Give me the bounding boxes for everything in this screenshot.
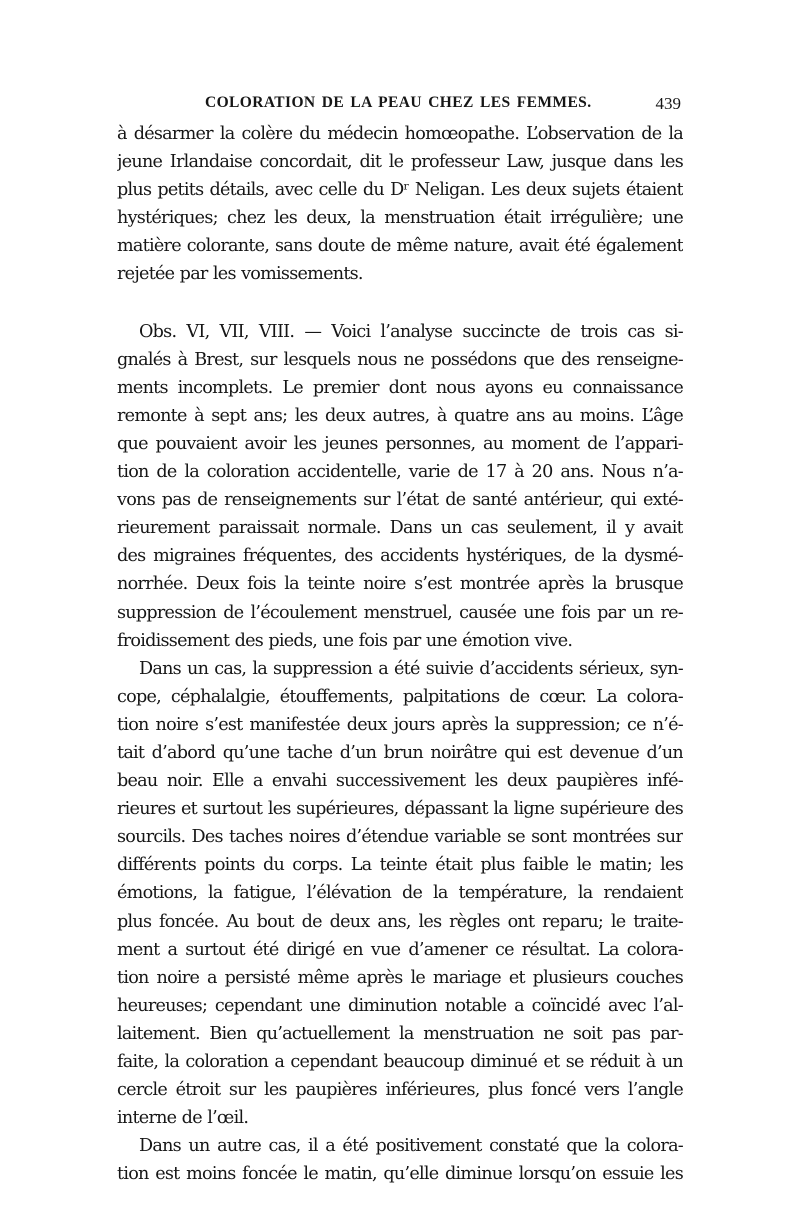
- paragraph-law-neligan: [117, 120, 683, 289]
- text-line: sourcils. Des taches noires d’étendue variable se sont montrées sur: [117, 827, 683, 848]
- text-line: à désarmer la colère du médecin homœopathe. L’observation de la: [117, 124, 683, 144]
- text-line: cope, céphalalgie, étouffements, palpitations de cœur. La colora-: [117, 686, 683, 707]
- text-line: heureuses; cependant une diminution notable a coïncidé avec l’al-: [117, 995, 683, 1016]
- text-line: jeune Irlandaise concordait, dit le professeur Law, jusque dans les: [117, 152, 683, 173]
- text-line: Obs. VI, VII, VIII. — Voici l’analyse succincte de trois cas si-: [139, 321, 683, 342]
- paragraph-obs-vi-vii-viii: [117, 318, 683, 655]
- text-line: émotions, la fatigue, l’élévation de la température, la rendaient: [117, 883, 683, 904]
- text-line: Dans un cas, la suppression a été suivie d’accidents sérieux, syn-: [139, 658, 683, 679]
- text-line: que pouvaient avoir les jeunes personnes, au moment de l’appari-: [117, 433, 683, 454]
- text-line: ments incomplets. Le premier dont nous ayons eu connaissance: [117, 377, 683, 398]
- paragraph-gap: [117, 289, 683, 318]
- text-line: hystériques; chez les deux, la menstruation était irrégulière; une: [117, 208, 683, 229]
- text-line: tion noire a persisté même après le mariage et plusieurs couches: [117, 967, 683, 988]
- text-line: beau noir. Elle a envahi successivement les deux paupières infé-: [117, 771, 683, 792]
- running-head: [117, 94, 681, 118]
- text-line: norrhée. Deux fois la teinte noire s’est montrée après la brusque: [117, 574, 683, 595]
- text-line: rieures et surtout les supérieures, dépassant la ligne supérieure des: [117, 799, 683, 820]
- text-line: Dans un autre cas, il a été positivement constaté que la colora-: [139, 1136, 683, 1157]
- text-line: tion est moins foncée le matin, qu’elle diminue lorsqu’on essuie les: [117, 1164, 683, 1185]
- text-line: plus foncée. Au bout de deux ans, les règles ont reparu; le traite-: [117, 911, 683, 932]
- text-line: matière colorante, sans doute de même nature, avait été également: [117, 236, 683, 257]
- running-title: COLORATION DE LA PEAU CHEZ LES FEMMES.: [205, 94, 592, 111]
- text-line: cercle étroit sur les paupières inférieures, plus foncé vers l’angle: [117, 1080, 683, 1101]
- page-number: 439: [655, 94, 681, 113]
- text-line: plus petits détails, avec celle du Dʳ Neligan. Les deux sujets étaient: [117, 180, 683, 201]
- text-line: rejetée par les vomissements.: [117, 264, 363, 285]
- text-line: tion de la coloration accidentelle, varie de 17 à 20 ans. Nous n’a-: [117, 462, 683, 483]
- text-line: différents points du corps. La teinte était plus faible le matin; les: [117, 855, 683, 876]
- text-line: des migraines fréquentes, des accidents hystériques, de la dysmé-: [117, 546, 683, 567]
- text-line: gnalés à Brest, sur lesquels nous ne possédons que des renseigne-: [117, 349, 683, 370]
- text-line: interne de l’œil.: [117, 1108, 249, 1129]
- body-text: [117, 120, 683, 1188]
- text-line: faite, la coloration a cependant beaucoup diminué et se réduit à un: [117, 1052, 683, 1072]
- text-line: tion noire s’est manifestée deux jours après la suppression; ce n’é-: [117, 714, 683, 735]
- text-line: laitement. Bien qu’actuellement la menstruation ne soit pas par-: [117, 1023, 683, 1044]
- text-line: vons pas de renseignements sur l’état de santé antérieur, qui exté-: [117, 490, 683, 511]
- text-line: suppression de l’écoulement menstruel, causée une fois par un re-: [117, 602, 683, 623]
- paragraph-first-case: [117, 655, 683, 1133]
- text-line: remonte à sept ans; les deux autres, à quatre ans au moins. L’âge: [117, 405, 683, 426]
- text-line: rieurement paraissait normale. Dans un cas seulement, il y avait: [117, 518, 683, 539]
- text-line: ment a surtout été dirigé en vue d’amener ce résultat. La colora-: [117, 939, 683, 960]
- text-line: tait d’abord qu’une tache d’un brun noirâtre qui est devenue d’un: [117, 742, 683, 763]
- paragraph-second-case: [117, 1132, 683, 1188]
- text-line: froidissement des pieds, une fois par une émotion vive.: [117, 630, 573, 651]
